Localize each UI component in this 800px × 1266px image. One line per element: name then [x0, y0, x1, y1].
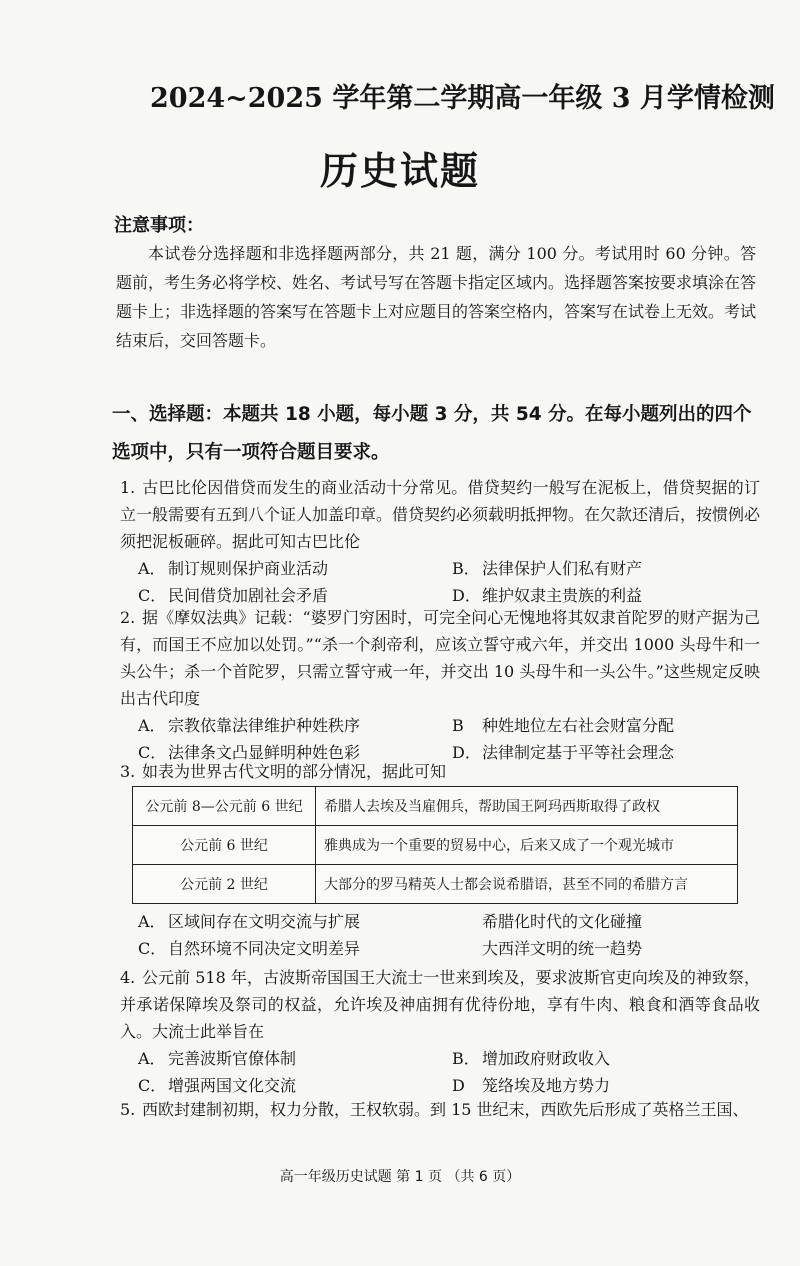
option-text: 种姓地位左右社会财富分配 — [482, 716, 675, 735]
option-c — [138, 935, 438, 962]
table-cell-event: 大部分的罗马精英人士都会说希腊语，甚至不同的希腊方言 — [316, 865, 738, 904]
question-text: 据《摩奴法典》记载：“婆罗门穷困时，可完全问心无愧地将其奴隶首陀罗的财产据为己有，而国王不应加以处罚。”“杀一个刹帝利，应该立誓守戒六年，并交出 1000 头母牛和一头公牛；杀一个首陀罗，只需立誓守戒一年，并交出 10 头母牛和一头公牛。”这些规定反映出古代印度 — [120, 608, 760, 708]
question-2 — [120, 604, 760, 766]
page-footer: 高一年级历史试题 第 1 页 （共 6 页） — [279, 1169, 521, 1185]
option-c — [138, 1072, 438, 1099]
option-text: 宗教依靠法律维护种姓秩序 — [168, 716, 361, 735]
option-text: 笼络埃及地方势力 — [482, 1076, 611, 1095]
exam-title: 2024~2025 学年第二学期高一年级 3 月学情检测 — [150, 83, 775, 114]
option-b — [452, 555, 782, 582]
option-a — [138, 712, 438, 739]
question-stem — [120, 964, 760, 1045]
table-row — [133, 787, 738, 826]
options — [138, 1045, 760, 1099]
question-5 — [120, 1096, 760, 1123]
options — [138, 555, 760, 609]
option-a — [138, 908, 438, 935]
question-number: 2. — [120, 608, 136, 627]
option-text: 民间借贷加剧社会矛盾 — [168, 586, 329, 605]
option-letter: D — [452, 1076, 465, 1095]
notice-body: 本试卷分选择题和非选择题两部分，共 21 题，满分 100 分。考试用时 60 分钟。答题前，考生务必将学校、姓名、考试号写在答题卡指定区域内。选择题答案按要求填涂在答题卡上；非选择题的答案写在答题卡上对应题目的答案空格内，答案写在试卷上无效。考试结束后，交回答题卡。 — [116, 244, 757, 350]
option-letter: C． — [138, 586, 167, 605]
option-text: 自然环境不同决定文明差异 — [168, 939, 361, 958]
option-text: 增强两国文化交流 — [168, 1076, 297, 1095]
option-letter: C． — [138, 1076, 167, 1095]
table-cell-event: 希腊人去埃及当雇佣兵，帮助国王阿玛西斯取得了政权 — [316, 787, 738, 826]
options — [138, 908, 760, 962]
option-letter: B． — [452, 559, 480, 578]
question-text: 西欧封建制初期，权力分散，王权软弱。到 15 世纪末，西欧先后形成了英格兰王国、 — [142, 1100, 749, 1119]
table-row — [133, 826, 738, 865]
question-stem — [120, 758, 760, 785]
table-cell-period: 公元前 2 世纪 — [133, 865, 316, 904]
table-cell-period: 公元前 6 世纪 — [133, 826, 316, 865]
option-letter: C． — [138, 743, 167, 762]
option-letter: D． — [452, 586, 481, 605]
option-text: 制订规则保护商业活动 — [168, 559, 329, 578]
question-stem — [120, 474, 760, 555]
option-a — [138, 555, 438, 582]
option-letter: B． — [452, 1049, 480, 1068]
option-letter: D． — [452, 743, 481, 762]
option-text: 法律制定基于平等社会理念 — [482, 743, 675, 762]
subject-title: 历史试题 — [319, 148, 480, 193]
question-number: 3. — [120, 762, 136, 781]
option-letter: C． — [138, 939, 167, 958]
option-letter: B — [452, 716, 464, 735]
option-text: 法律保护人们私有财产 — [482, 559, 643, 578]
option-d — [452, 935, 782, 962]
option-letter — [452, 908, 482, 935]
table-row — [133, 865, 738, 904]
option-a — [138, 1045, 438, 1072]
question-4 — [120, 964, 760, 1099]
option-text: 增加政府财政收入 — [482, 1049, 611, 1068]
question-text: 古巴比伦因借贷而发生的商业活动十分常见。借贷契约一般写在泥板上，借贷契据的订立一般需要有五到八个证人加盖印章。借贷契约必须载明抵押物。在欠款还清后，按惯例必须把泥板砸碎。据此可知古巴比伦 — [120, 478, 761, 551]
notice-heading: 注意事项： — [114, 215, 204, 236]
table-cell-period: 公元前 8—公元前 6 世纪 — [133, 787, 316, 826]
question-text: 如表为世界古代文明的部分情况，据此可知 — [142, 762, 447, 781]
option-text: 法律条文凸显鲜明种姓色彩 — [168, 743, 361, 762]
option-text: 大西洋文明的统一趋势 — [482, 939, 643, 958]
option-letter: A． — [138, 912, 166, 931]
option-b — [452, 712, 782, 739]
question-number: 5. — [120, 1100, 136, 1119]
civilization-table — [132, 786, 738, 904]
option-letter: A． — [138, 716, 166, 735]
option-b — [452, 908, 782, 935]
option-b — [452, 1045, 782, 1072]
question-text: 公元前 518 年，古波斯帝国国王大流士一世来到埃及，要求波斯官吏向埃及的神致祭，并承诺保障埃及祭司的权益，允许埃及神庙拥有优待份地，享有牛肉、粮食和酒等食品收入。大流士此举旨在 — [120, 968, 760, 1041]
question-stem — [120, 1096, 760, 1123]
option-letter: A． — [138, 559, 166, 578]
question-number: 1. — [120, 478, 136, 497]
option-d — [452, 1072, 782, 1099]
option-text: 完善波斯官僚体制 — [168, 1049, 297, 1068]
option-text: 区域间存在文明交流与扩展 — [168, 912, 361, 931]
option-text: 希腊化时代的文化碰撞 — [482, 912, 643, 931]
option-text: 维护奴隶主贵族的利益 — [482, 586, 643, 605]
question-number: 4. — [120, 968, 136, 987]
question-3-options — [120, 908, 760, 962]
question-3 — [120, 758, 760, 785]
table-cell-event: 雅典成为一个重要的贸易中心，后来又成了一个观光城市 — [316, 826, 738, 865]
section-one-heading: 一、选择题：本题共 18 小题，每小题 3 分，共 54 分。在每小题列出的四个选项中，只有一项符合题目要求。 — [112, 404, 752, 463]
option-letter: A． — [138, 1049, 166, 1068]
question-1 — [120, 474, 760, 609]
question-stem — [120, 604, 760, 712]
option-letter — [452, 935, 482, 962]
